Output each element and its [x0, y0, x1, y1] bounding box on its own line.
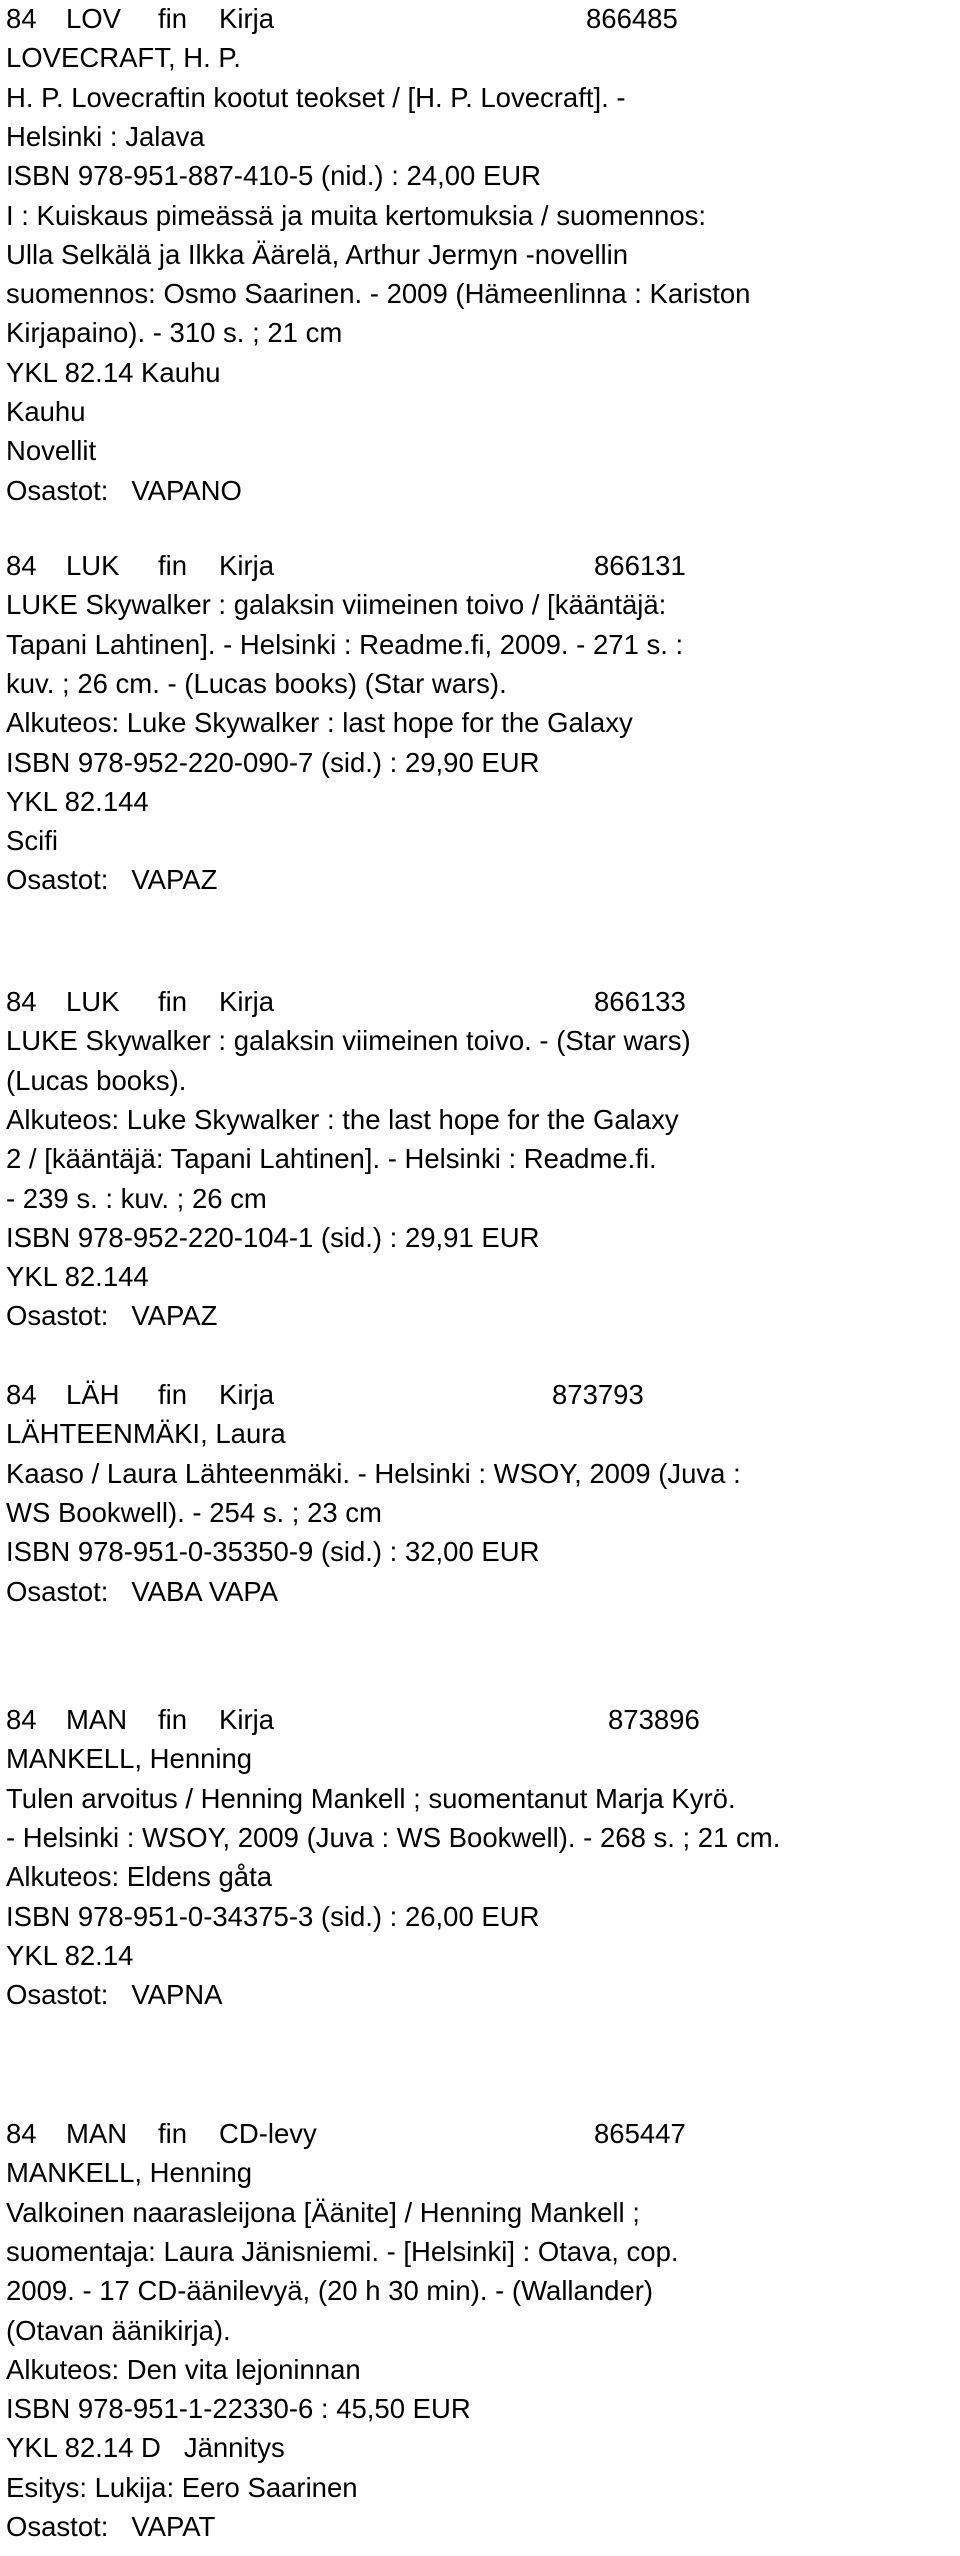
record-header-lang: fin	[158, 3, 188, 34]
record-header-code: 84	[6, 2118, 37, 2149]
record-header-code: 84	[6, 1704, 37, 1735]
record-line: Osastot: VAPAT	[6, 2511, 216, 2542]
record-line: kuv. ; 26 cm. - (Lucas books) (Star wars).	[6, 667, 507, 699]
record-header-lang: fin	[158, 986, 188, 1017]
record-line: Osastot: VAPANO	[6, 474, 242, 506]
record-line: WS Bookwell). - 254 s. ; 23 cm	[6, 1496, 382, 1528]
record-line: suomennos: Osmo Saarinen. - 2009 (Hämeenlinna : Kariston	[6, 278, 751, 310]
record-line: YKL 82.144	[6, 1261, 149, 1293]
record-line: ISBN 978-952-220-104-1 (sid.) : 29,91 EUR	[6, 1221, 540, 1253]
record-line: ISBN 978-951-887-410-5 (nid.) : 24,00 EUR	[6, 160, 542, 192]
record-header-lang: fin	[158, 550, 188, 581]
record-header-class: MAN	[66, 1704, 128, 1735]
record-line: 2 / [kääntäjä: Tapani Lahtinen]. - Helsinki : Readme.fi.	[6, 1143, 657, 1175]
record-line: H. P. Lovecraftin kootut teokset / [H. P. Lovecraft]. -	[6, 81, 626, 113]
record-header-type: Kirja	[219, 3, 275, 34]
record-header-code: 84	[6, 986, 37, 1017]
record-line: Helsinki : Jalava	[6, 120, 205, 152]
record-header-type: CD-levy	[219, 2118, 317, 2149]
record-line: YKL 82.144	[6, 785, 149, 817]
record-line: Alkuteos: Eldens gåta	[6, 1861, 273, 1893]
record-header-type: Kirja	[219, 550, 275, 581]
record-line: (Otavan äänikirja).	[6, 2314, 231, 2346]
record-header-class: MAN	[66, 2118, 128, 2149]
record-header-id: 866131	[594, 550, 686, 581]
record-line: Alkuteos: Luke Skywalker : last hope for the Galaxy	[6, 707, 633, 739]
record-line: ISBN 978-951-0-35350-9 (sid.) : 32,00 EUR	[6, 1536, 540, 1568]
record-header-code: 84	[6, 1379, 37, 1410]
record-line: Osastot: VAPAZ	[6, 1300, 218, 1332]
record-header-id: 873896	[608, 1704, 700, 1735]
record-header-code: 84	[6, 550, 37, 581]
record-line: YKL 82.14 Kauhu	[6, 356, 221, 388]
record-header-id: 866133	[594, 986, 686, 1017]
record-header-type: Kirja	[219, 986, 275, 1017]
record-line: - 239 s. : kuv. ; 26 cm	[6, 1182, 267, 1214]
record-line: MANKELL, Henning	[6, 2157, 253, 2189]
record-line: MANKELL, Henning	[6, 1743, 253, 1775]
record-line: 2009. - 17 CD-äänilevyä, (20 h 30 min). - (Wallander)	[6, 2275, 654, 2307]
record-line: Osastot: VAPNA	[6, 1979, 223, 2011]
record-line: ISBN 978-951-0-34375-3 (sid.) : 26,00 EUR	[6, 1900, 540, 1932]
record-line: LOVECRAFT, H. P.	[6, 42, 241, 74]
record-line: - Helsinki : WSOY, 2009 (Juva : WS Bookwell). - 268 s. ; 21 cm.	[6, 1821, 781, 1853]
record-header-class: LUK	[66, 550, 120, 581]
record-header-class: LÄH	[66, 1379, 120, 1410]
record-header-id: 873793	[552, 1379, 644, 1410]
record-line: Esitys: Lukija: Eero Saarinen	[6, 2471, 358, 2503]
record-line: Kaaso / Laura Lähteenmäki. - Helsinki : WSOY, 2009 (Juva :	[6, 1457, 741, 1489]
record-line: ISBN 978-951-1-22330-6 : 45,50 EUR	[6, 2393, 471, 2425]
record-line: Ulla Selkälä ja Ilkka Äärelä, Arthur Jermyn -novellin	[6, 238, 629, 270]
record-header-type: Kirja	[219, 1379, 275, 1410]
record-header-id: 865447	[594, 2118, 686, 2149]
record-line: suomentaja: Laura Jänisniemi. - [Helsinki] : Otava, cop.	[6, 2235, 679, 2267]
record-header-type: Kirja	[219, 1704, 275, 1735]
record-line: LUKE Skywalker : galaksin viimeinen toivo. - (Star wars)	[6, 1025, 691, 1057]
record-line: Novellit	[6, 435, 97, 467]
record-line: LUKE Skywalker : galaksin viimeinen toivo / [kääntäjä:	[6, 589, 667, 621]
record-header-lang: fin	[158, 2118, 188, 2149]
record-header-lang: fin	[158, 1379, 188, 1410]
record-line: LÄHTEENMÄKI, Laura	[6, 1418, 286, 1450]
record-line: Tulen arvoitus / Henning Mankell ; suomentanut Marja Kyrö.	[6, 1782, 736, 1814]
record-line: Scifi	[6, 825, 58, 857]
record-line: (Lucas books).	[6, 1064, 187, 1096]
record-header-code: 84	[6, 3, 37, 34]
record-line: Alkuteos: Luke Skywalker : the last hope for the Galaxy	[6, 1103, 679, 1135]
record-line: Osastot: VAPAZ	[6, 864, 218, 896]
record-line: Tapani Lahtinen]. - Helsinki : Readme.fi, 2009. - 271 s. :	[6, 628, 684, 660]
record-line: Alkuteos: Den vita lejoninnan	[6, 2353, 361, 2385]
record-header-class: LUK	[66, 986, 120, 1017]
record-line: Osastot: VABA VAPA	[6, 1575, 279, 1607]
record-header-lang: fin	[158, 1704, 188, 1735]
record-line: YKL 82.14	[6, 1939, 134, 1971]
record-header-id: 866485	[586, 3, 678, 34]
record-line: Kauhu	[6, 396, 86, 427]
record-line: Kirjapaino). - 310 s. ; 21 cm	[6, 317, 343, 349]
record-line: Valkoinen naarasleijona [Äänite] / Henning Mankell ;	[6, 2196, 640, 2228]
record-line: YKL 82.14 D Jännitys	[6, 2432, 285, 2464]
record-line: ISBN 978-952-220-090-7 (sid.) : 29,90 EUR	[6, 746, 540, 778]
record-line: I : Kuiskaus pimeässä ja muita kertomuksia / suomennos:	[6, 199, 707, 231]
record-header-class: LOV	[66, 3, 122, 34]
